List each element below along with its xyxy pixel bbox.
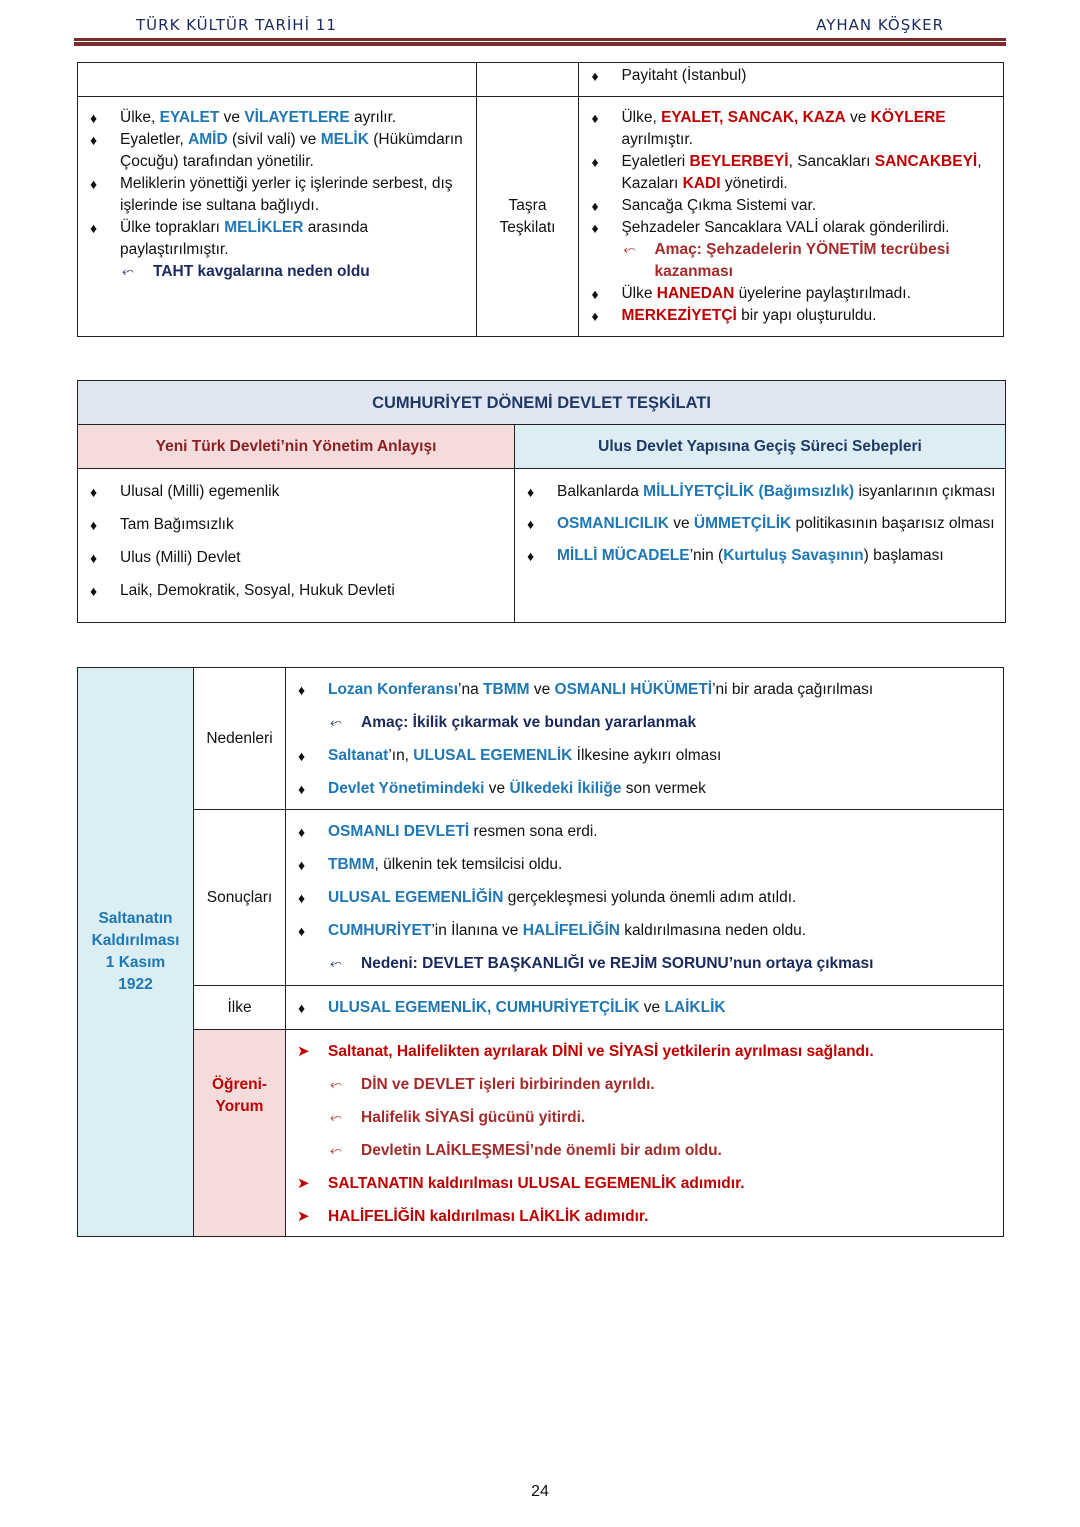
list-item: ♦ ULUSAL EGEMENLİK, CUMHURİYETÇİLİK ve LAİKLİK bbox=[286, 997, 1003, 1019]
list-item: ♦ ULUSAL EGEMENLİĞİN gerçekleşmesi yolunda önemli adım atıldı. bbox=[286, 887, 1003, 909]
t1-empty-cell bbox=[78, 63, 477, 97]
list-item: ♦ OSMANLICILIK ve ÜMMETÇİLİK politikasının başarısız olması bbox=[515, 513, 1005, 535]
list-item: ♦ OSMANLI DEVLETİ resmen sona erdi. bbox=[286, 821, 1003, 843]
t2-title: CUMHURİYET DÖNEMİ DEVLET TEŞKİLATI bbox=[78, 381, 1006, 425]
list-item: ♦ Ülke HANEDAN üyelerine paylaştırılmadı. bbox=[579, 283, 1003, 305]
header-title: TÜRK KÜLTÜR TARİHİ 11 bbox=[136, 16, 337, 34]
list-item: ♦ Laik, Demokratik, Sosyal, Hukuk Devleti bbox=[78, 580, 514, 602]
table-ottoman-provincial bbox=[77, 62, 1004, 337]
arrow-icon: ⬿ bbox=[623, 241, 636, 258]
list-item: ♦ MİLLİ MÜCADELE’nin (Kurtuluş Savaşının) başlaması bbox=[515, 545, 1005, 567]
t2-col2-cell bbox=[515, 469, 1006, 623]
t3-ilke-cell bbox=[286, 986, 1004, 1030]
arrow-icon: ⬿ bbox=[330, 955, 343, 972]
page-number: 24 bbox=[531, 1483, 549, 1500]
list-subitem: ⬿ Amaç: İkilik çıkarmak ve bundan yararlanmak bbox=[286, 712, 1003, 734]
list-item: ♦ Ulus (Milli) Devlet bbox=[78, 547, 514, 569]
list-item: ♦ CUMHURİYET’in İlanına ve HALİFELİĞİN kaldırılmasına neden oldu. bbox=[286, 920, 1003, 942]
table-republic-organization bbox=[77, 380, 1006, 623]
list-item: ♦ Payitaht (İstanbul) bbox=[579, 65, 1003, 87]
t1-left-cell bbox=[78, 97, 477, 337]
arrowhead-icon: ➤ bbox=[297, 1175, 310, 1192]
t1-right-cell bbox=[579, 97, 1004, 337]
list-item: ♦ Sancağa Çıkma Sistemi var. bbox=[579, 195, 1003, 217]
t3-topic-cell: Saltanatın Kaldırılması 1 Kasım 1922 bbox=[78, 668, 194, 1237]
list-item: ♦ Meliklerin yönettiği yerler iç işlerinde serbest, dış işlerinde ise sultana bağlıydı. bbox=[78, 173, 476, 217]
list-item: ♦ Ulusal (Milli) egemenlik bbox=[78, 481, 514, 503]
t3-ogreni-cell bbox=[286, 1030, 1004, 1237]
list-item: ➤ Saltanat, Halifelikten ayrılarak DİNİ ve SİYASİ yetkilerin ayrılması sağlandı. bbox=[286, 1041, 1003, 1063]
t3-sonuclari-cell bbox=[286, 810, 1004, 986]
header-author: AYHAN KÖŞKER bbox=[816, 16, 944, 34]
list-item: ♦ Şehzadeler Sancaklara VALİ olarak gönderilirdi. bbox=[579, 217, 1003, 239]
t2-col2-header: Ulus Devlet Yapısına Geçiş Süreci Sebepleri bbox=[515, 425, 1006, 469]
list-item: ➤ HALİFELİĞİN kaldırılması LAİKLİK adımıdır. bbox=[286, 1206, 1003, 1228]
list-subitem: ⬿ TAHT kavgalarına neden oldu bbox=[78, 261, 476, 283]
list-subitem: ⬿ Amaç: Şehzadelerin YÖNETİM tecrübesi kazanması bbox=[623, 241, 950, 280]
t2-col1-cell bbox=[78, 469, 515, 623]
list-item: ♦ Devlet Yönetimindeki ve Ülkedeki İkiliğe son vermek bbox=[286, 778, 1003, 800]
t3-ogreni-label: Öğreni- Yorum bbox=[194, 1030, 286, 1237]
t1-empty-mid bbox=[476, 63, 579, 97]
arrowhead-icon: ➤ bbox=[297, 1208, 310, 1225]
arrow-icon: ⬿ bbox=[330, 1142, 343, 1159]
arrow-icon: ⬿ bbox=[330, 714, 343, 731]
list-item: ♦ Ülke, EYALET, SANCAK, KAZA ve KÖYLERE ayrılmıştır. bbox=[579, 107, 1003, 151]
t1-top-right-cell bbox=[579, 63, 1004, 97]
list-item: ♦ TBMM, ülkenin tek temsilcisi oldu. bbox=[286, 854, 1003, 876]
list-item: ♦ Lozan Konferansı’na TBMM ve OSMANLI HÜKÜMETİ’ni bir arada çağırılması bbox=[286, 679, 1003, 701]
t3-ilke-label: İlke bbox=[194, 986, 286, 1030]
list-item: ♦ Eyaletler, AMİD (sivil vali) ve MELİK (Hükümdarın Çocuğu) tarafından yönetilir. bbox=[78, 129, 476, 173]
arrow-icon: ⬿ bbox=[330, 1076, 343, 1093]
t3-nedenler-cell bbox=[286, 668, 1004, 810]
list-item: ♦ Tam Bağımsızlık bbox=[78, 514, 514, 536]
list-subitem: ⬿ Halifelik SİYASİ gücünü yitirdi. bbox=[286, 1107, 1003, 1129]
arrow-icon: ⬿ bbox=[330, 1109, 343, 1126]
list-item: ♦ Ülke, EYALET ve VİLAYETLERE ayrılır. bbox=[78, 107, 476, 129]
t3-nedenler-label: Nedenleri bbox=[194, 668, 286, 810]
list-item: ♦ Saltanat’ın, ULUSAL EGEMENLİK İlkesine aykırı olması bbox=[286, 745, 1003, 767]
list-item: ♦ Eyaletleri BEYLERBEYİ, Sancakları SANCAKBEYİ, Kazaları KADI yönetirdi. bbox=[579, 151, 1003, 195]
t3-sonuclari-label: Sonuçları bbox=[194, 810, 286, 986]
list-item: ♦ MERKEZİYETÇİ bir yapı oluşturuldu. bbox=[579, 305, 1003, 327]
arrowhead-icon: ➤ bbox=[297, 1043, 310, 1060]
header-divider bbox=[74, 38, 1006, 41]
list-item: ♦ Balkanlarda MİLLİYETÇİLİK (Bağımsızlık) isyanlarının çıkması bbox=[515, 481, 1005, 503]
list-subitem: ⬿ DİN ve DEVLET işleri birbirinden ayrıldı. bbox=[286, 1074, 1003, 1096]
t1-middle-label: Taşra Teşkilatı bbox=[476, 97, 579, 337]
list-subitem: ⬿ Nedeni: DEVLET BAŞKANLIĞI ve REJİM SORUNU’nun ortaya çıkması bbox=[286, 953, 1003, 975]
list-item: ♦ Ülke toprakları MELİKLER arasında paylaştırılmıştır. bbox=[78, 217, 476, 261]
arrow-icon: ⬿ bbox=[122, 263, 135, 280]
t2-col1-header: Yeni Türk Devleti’nin Yönetim Anlayışı bbox=[78, 425, 515, 469]
list-item: ➤ SALTANATIN kaldırılması ULUSAL EGEMENLİK adımıdır. bbox=[286, 1173, 1003, 1195]
table-saltanat bbox=[77, 667, 1004, 1237]
header-divider-thick bbox=[74, 42, 1006, 46]
list-subitem: ⬿ Devletin LAİKLEŞMESİ’nde önemli bir adım oldu. bbox=[286, 1140, 1003, 1162]
